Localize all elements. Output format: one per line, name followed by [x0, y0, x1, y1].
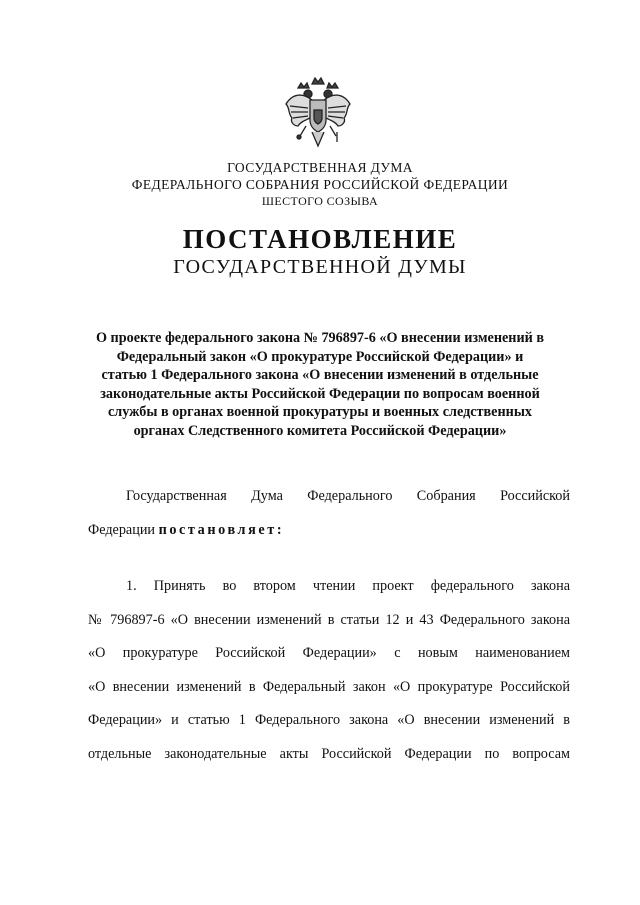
item-line: 1. Принять во втором чтении проект федерального закона: [126, 578, 570, 594]
item-line: № 796897-6 «О внесении изменений в статьи 12 и 43 Федерального закона: [88, 611, 570, 628]
subject-line: органах Следственного комитета Российской Федерации»: [133, 422, 507, 439]
preamble-line: [88, 514, 570, 548]
document-title: ПОСТАНОВЛЕНИЕ: [182, 224, 458, 254]
item-line: Федерации» и статью 1 Федерального закона «О внесении изменений в: [88, 712, 570, 729]
preamble-paragraph: [88, 480, 570, 547]
convocation: ШЕСТОГО СОЗЫВА: [261, 194, 379, 208]
resolution-subject: [80, 329, 560, 441]
subject-line: законодательные акты Российской Федерации по вопросам военной: [100, 385, 540, 402]
preamble-text: Федерации: [88, 521, 159, 538]
org-name-line2: ФЕДЕРАЛЬНОГО СОБРАНИЯ РОССИЙСКОЙ ФЕДЕРАЦИИ: [131, 177, 509, 192]
subject-line: статью 1 Федерального закона «О внесении изменений в отдельные: [101, 367, 539, 384]
subject-line: Федеральный закон «О прокуратуре Российской Федерации» и: [116, 348, 524, 365]
subject-line: службы в органах военной прокуратуры и военных следственных: [107, 404, 532, 421]
item-line: «О прокуратуре Российской Федерации» с новым наименованием: [88, 645, 570, 662]
item-1-paragraph: [88, 570, 570, 772]
coat-of-arms-icon: [282, 74, 354, 154]
preamble-line: Государственная Дума Федерального Собрания Российской: [126, 488, 570, 504]
subject-line: О проекте федерального закона № 796897-6 «О внесении изменений в: [95, 330, 545, 346]
item-line: отдельные законодательные акты Российской Федерации по вопросам: [88, 745, 570, 762]
document-subtitle: ГОСУДАРСТВЕННОЙ ДУМЫ: [173, 256, 467, 278]
org-name-line1: ГОСУДАРСТВЕННАЯ ДУМА: [227, 160, 413, 175]
resolves-keyword: постановляет:: [158, 521, 285, 538]
item-line: «О внесении изменений в Федеральный закон «О прокуратуре Российской: [88, 678, 570, 695]
